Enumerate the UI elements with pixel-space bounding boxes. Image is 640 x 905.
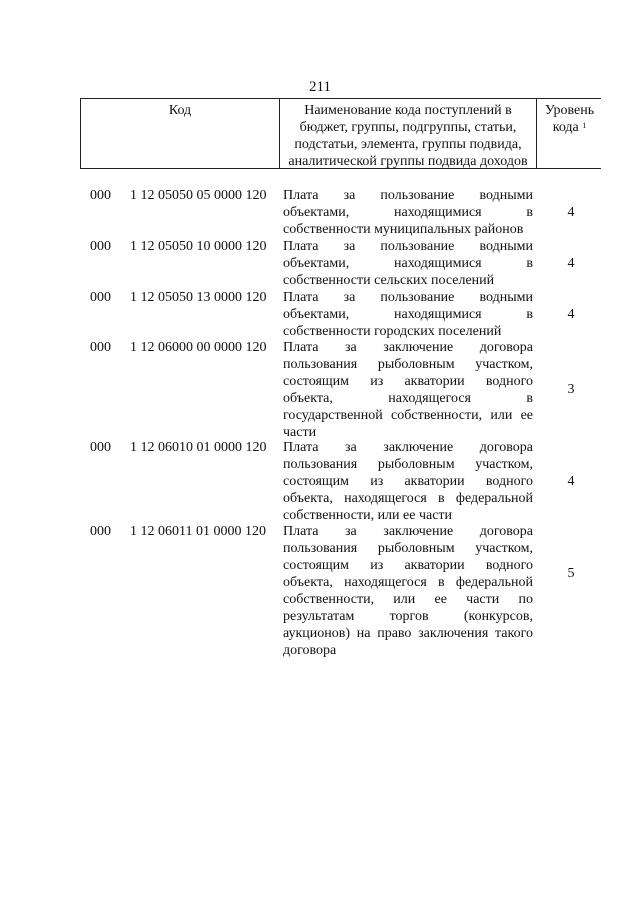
income-name: [283, 187, 533, 238]
income-name-line: объекта, находящегося в федеральной: [283, 575, 533, 590]
income-name-line: пользования рыболовным участком,: [283, 541, 533, 556]
income-code: 1 12 05050 05 0000 120: [130, 188, 267, 203]
header-name-line: аналитической группы подвида доходов: [288, 154, 528, 169]
income-name-line: собственности, или ее части: [283, 508, 453, 523]
income-name-line: аукционов) на право заключения такого: [283, 626, 533, 641]
income-name-line: собственности сельских поселений: [283, 273, 495, 288]
header-name-line: бюджет, группы, подгруппы, статьи,: [299, 120, 517, 135]
code-level: 4: [567, 307, 575, 322]
admin-code: 000: [90, 524, 111, 539]
admin-code: 000: [90, 188, 111, 203]
income-name-line: результатам торгов (конкурсов,: [283, 609, 533, 624]
income-name-line: объекта, находящегося в: [283, 391, 533, 406]
income-name-line: пользования рыболовным участком,: [283, 457, 533, 472]
header-name: [280, 99, 537, 168]
income-name-line: Плата за пользование водными: [283, 290, 533, 305]
header-code: Код: [81, 99, 280, 168]
code-level: 5: [567, 566, 575, 581]
income-name: [283, 339, 533, 441]
income-name-line: состоящим из акватории водного: [283, 474, 533, 489]
income-name-line: собственности, или ее части по: [283, 592, 533, 607]
income-name-line: состоящим из акватории водного: [283, 558, 533, 573]
income-name: [283, 523, 533, 659]
income-name-line: Плата за заключение договора: [283, 340, 533, 355]
income-name-line: объектами, находящимися в: [283, 256, 533, 271]
income-code: 1 12 06010 01 0000 120: [130, 440, 267, 455]
income-name-line: объектами, находящимися в: [283, 307, 533, 322]
income-code: 1 12 06011 01 0000 120: [130, 524, 266, 539]
income-name-line: объекта, находящегося в федеральной: [283, 491, 533, 506]
footnote-marker: 1: [582, 121, 587, 130]
income-name-line: государственной собственности, или ее: [283, 408, 533, 423]
income-name-line: собственности муниципальных районов: [283, 222, 524, 237]
code-level: 4: [567, 256, 575, 271]
table-header: [80, 98, 601, 169]
income-code: 1 12 06000 00 0000 120: [130, 340, 267, 355]
admin-code: 000: [90, 239, 111, 254]
income-name-line: Плата за заключение договора: [283, 440, 533, 455]
header-name-line: подстатьи, элемента, группы подвида,: [294, 137, 522, 152]
income-name-line: Плата за пользование водными: [283, 188, 533, 203]
income-name-line: части: [283, 425, 317, 440]
income-name-line: собственности городских поселений: [283, 324, 502, 339]
income-name-line: пользования рыболовным участком,: [283, 357, 533, 372]
income-name-line: Плата за заключение договора: [283, 524, 533, 539]
header-level-line2: кода $^1$: [552, 120, 587, 135]
code-level: 4: [567, 474, 575, 489]
income-name-line: состоящим из акватории водного: [283, 374, 533, 389]
admin-code: 000: [90, 340, 111, 355]
header-level: [537, 99, 602, 171]
income-code: 1 12 05050 10 0000 120: [130, 239, 267, 254]
header-level-line1: Уровень: [544, 103, 595, 118]
income-name-line: объектами, находящимися в: [283, 205, 533, 220]
code-level: 3: [567, 382, 575, 397]
income-name-line: договора: [283, 643, 337, 658]
income-name-line: Плата за пользование водными: [283, 239, 533, 254]
code-level: 4: [567, 205, 575, 220]
income-name: [283, 238, 533, 289]
header-name-line: Наименование кода поступлений в: [304, 103, 512, 118]
admin-code: 000: [90, 290, 111, 305]
admin-code: 000: [90, 440, 111, 455]
income-name: [283, 439, 533, 524]
page-number: 211: [309, 79, 331, 95]
income-name: [283, 289, 533, 340]
income-code: 1 12 05050 13 0000 120: [130, 290, 267, 305]
